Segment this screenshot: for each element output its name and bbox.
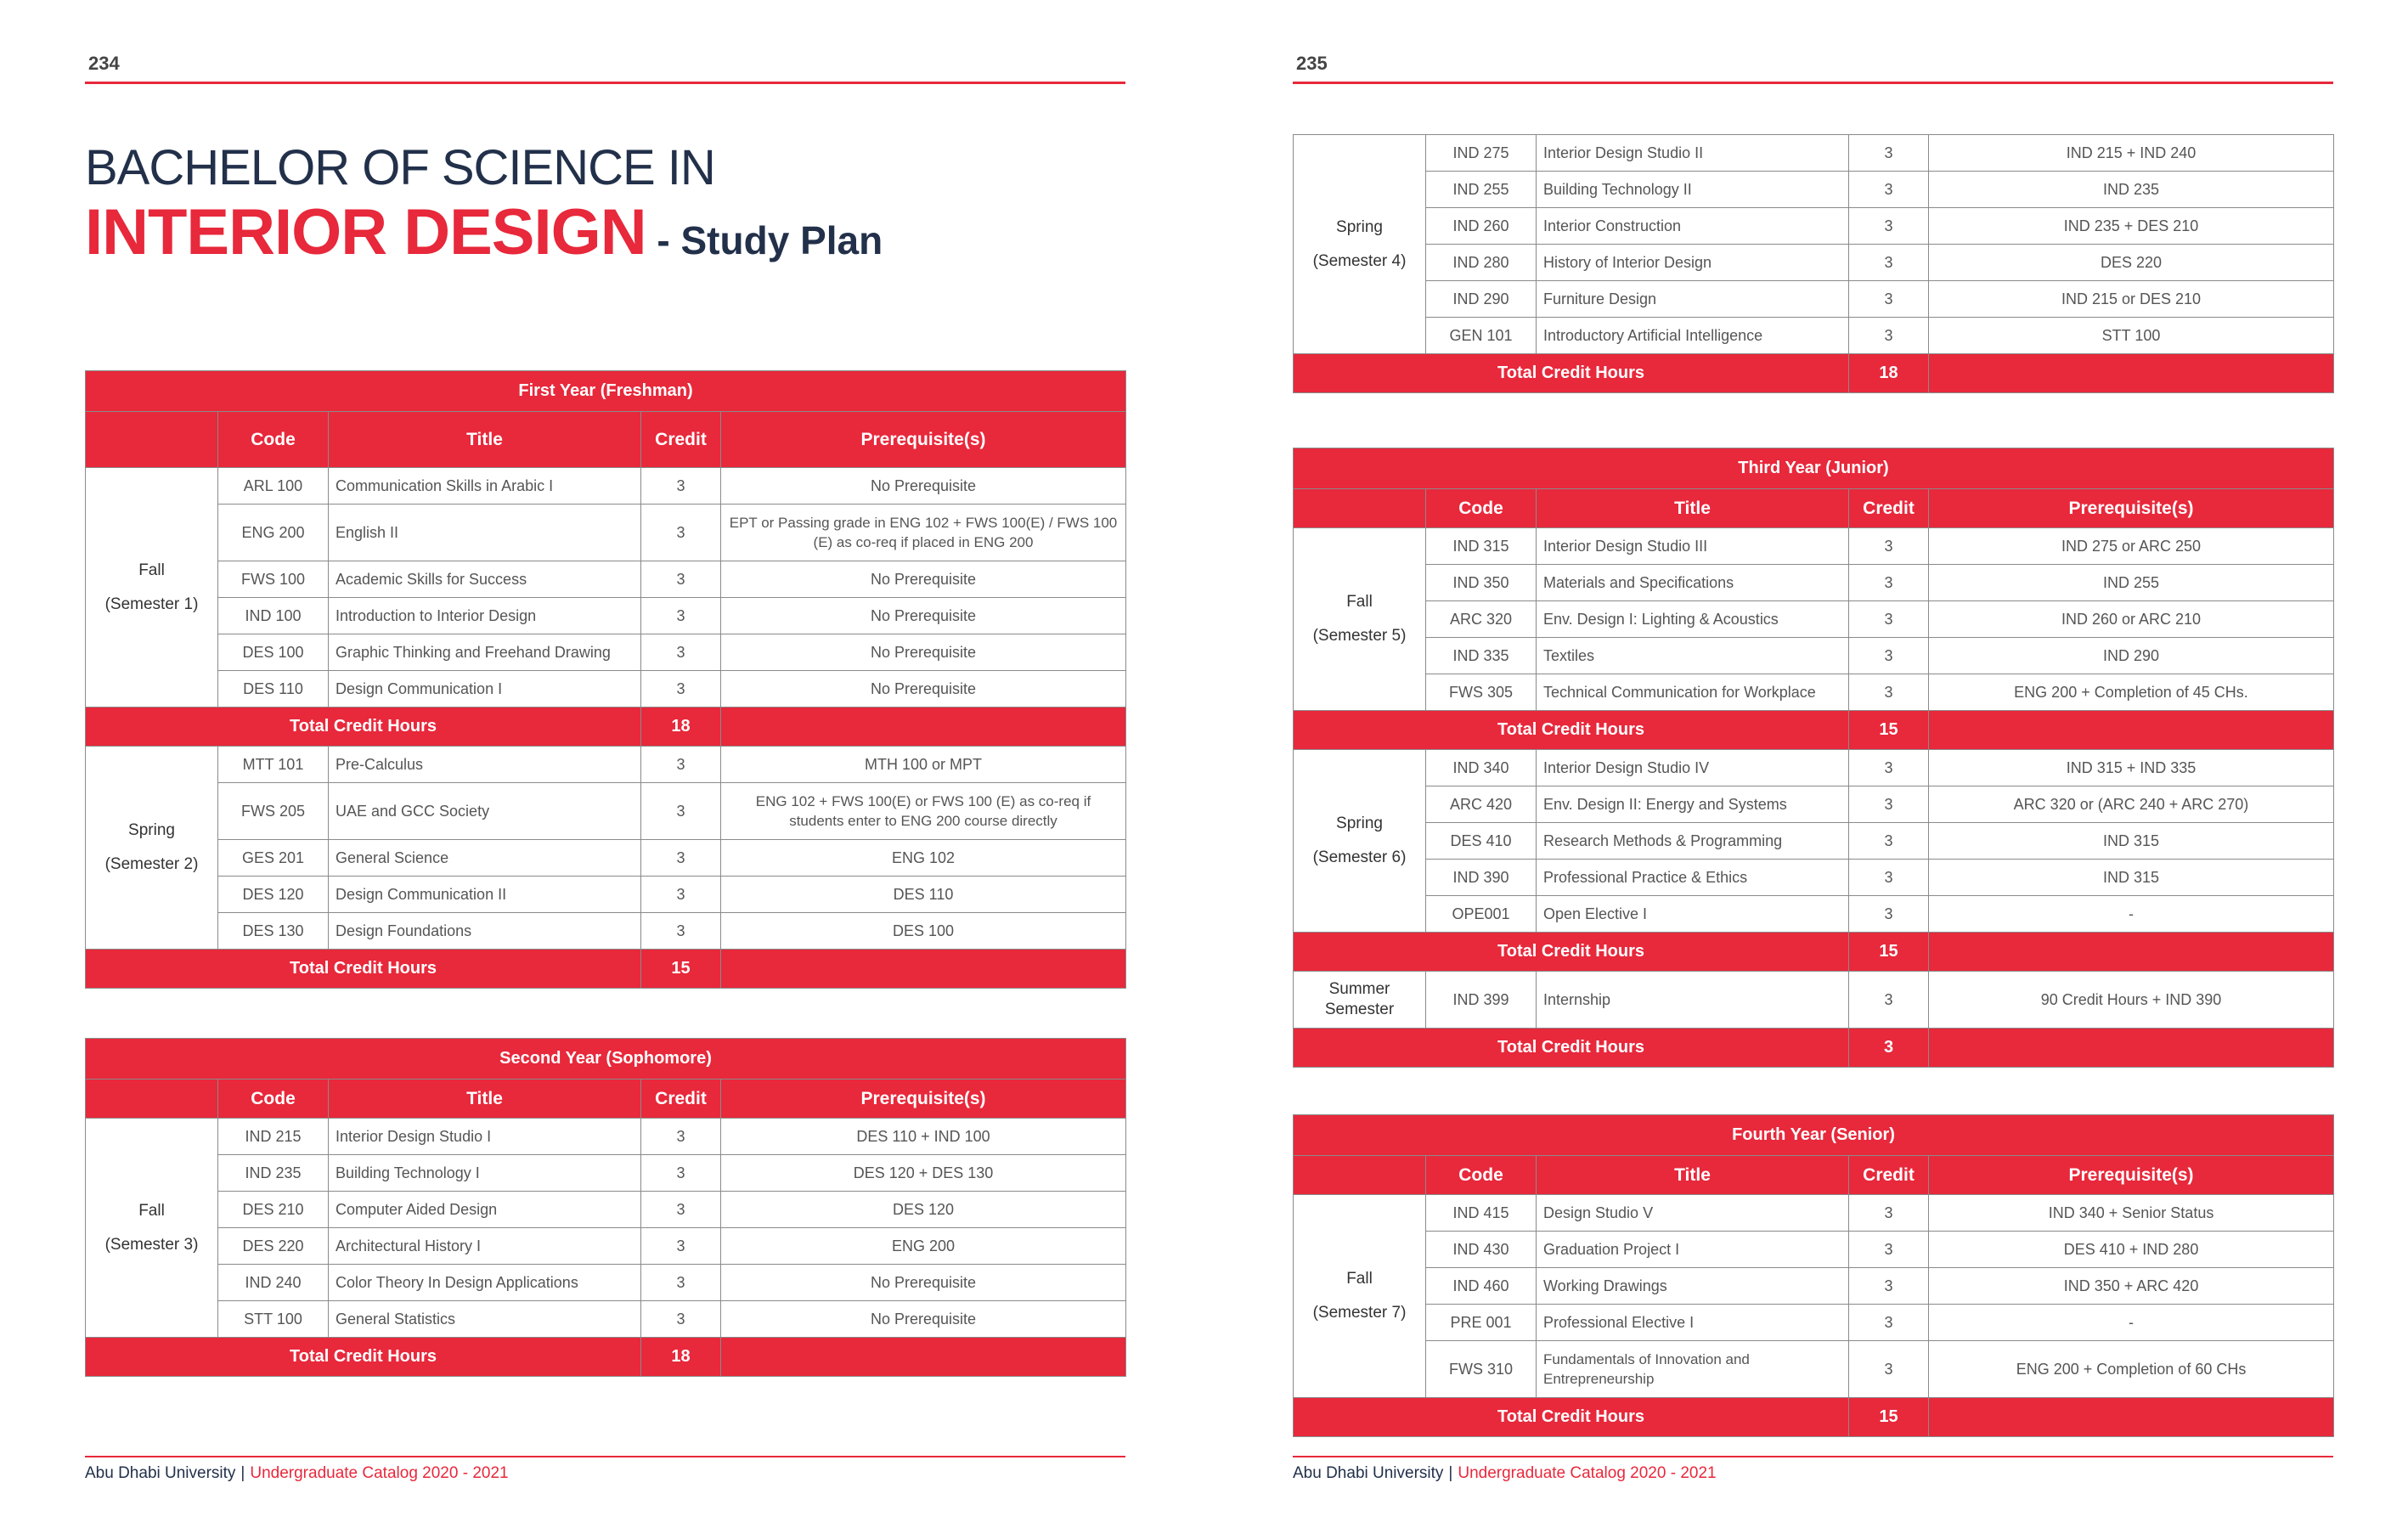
table-row (86, 1119, 1126, 1155)
course-credit: 3 (1849, 281, 1929, 318)
course-prereq: EPT or Passing grade in ENG 102 + FWS 100(E) / FWS 100 (E) as co-req if placed in ENG 200 (721, 505, 1126, 561)
course-credit: 3 (641, 1155, 721, 1192)
footer-rule (85, 1456, 1125, 1457)
total-blank (721, 707, 1126, 747)
table-row (1294, 896, 2334, 933)
semester-label: Spring (Semester 6) (1294, 750, 1426, 933)
course-prereq: DES 120 + DES 130 (721, 1155, 1126, 1192)
course-title: History of Interior Design (1537, 245, 1849, 281)
course-code: STT 100 (218, 1301, 329, 1338)
table-row (1294, 318, 2334, 354)
course-title: Design Studio V (1537, 1195, 1849, 1232)
title-line (85, 196, 883, 285)
course-code: IND 399 (1426, 972, 1537, 1029)
table-row (86, 783, 1126, 840)
course-prereq: No Prerequisite (721, 634, 1126, 671)
course-code: IND 275 (1426, 135, 1537, 172)
second-year-spring-table (1293, 134, 2334, 393)
semester-label: Fall (Semester 3) (86, 1119, 218, 1338)
table-row (86, 598, 1126, 634)
table-row (86, 1265, 1126, 1301)
course-title: Professional Practice & Ethics (1537, 860, 1849, 896)
course-title: Design Communication I (329, 671, 641, 707)
course-credit: 3 (641, 1119, 721, 1155)
table-row (1294, 601, 2334, 638)
header-blank (86, 1080, 218, 1119)
table-row (1294, 1268, 2334, 1305)
table-row (1294, 638, 2334, 674)
header-code: Code (218, 412, 329, 468)
header-blank (1294, 489, 1426, 528)
header-credit: Credit (1849, 489, 1929, 528)
course-code: DES 210 (218, 1192, 329, 1228)
course-credit: 3 (641, 1228, 721, 1265)
course-title: Research Methods & Programming (1537, 823, 1849, 860)
course-code: IND 280 (1426, 245, 1537, 281)
course-title: Pre-Calculus (329, 747, 641, 783)
course-title: Fundamentals of Innovation and Entrepreneurship (1537, 1341, 1849, 1398)
course-code: PRE 001 (1426, 1305, 1537, 1341)
course-code: DES 220 (218, 1228, 329, 1265)
table-row (1294, 172, 2334, 208)
course-code: IND 100 (218, 598, 329, 634)
course-prereq: No Prerequisite (721, 598, 1126, 634)
table-row (86, 505, 1126, 561)
course-prereq: No Prerequisite (721, 468, 1126, 505)
first-year-table (85, 370, 1126, 989)
course-credit: 3 (1849, 638, 1929, 674)
course-prereq: IND 290 (1929, 638, 2334, 674)
course-credit: 3 (1849, 1341, 1929, 1398)
total-value: 18 (641, 707, 721, 747)
course-title: Building Technology II (1537, 172, 1849, 208)
semester-label: Fall (Semester 1) (86, 468, 218, 707)
course-title: Introduction to Interior Design (329, 598, 641, 634)
footer (85, 1464, 509, 1483)
total-blank (721, 1338, 1126, 1377)
total-row (86, 707, 1126, 747)
course-prereq: ENG 102 + FWS 100(E) or FWS 100 (E) as co-req if students enter to ENG 200 course directly (721, 783, 1126, 840)
header-rule (85, 82, 1125, 84)
course-prereq: IND 340 + Senior Status (1929, 1195, 2334, 1232)
total-label: Total Credit Hours (86, 1338, 641, 1377)
table-row (86, 634, 1126, 671)
course-credit: 3 (1849, 318, 1929, 354)
course-title: Professional Elective I (1537, 1305, 1849, 1341)
total-row (1294, 711, 2334, 750)
course-prereq: ENG 200 (721, 1228, 1126, 1265)
course-code: IND 215 (218, 1119, 329, 1155)
second-year-table (85, 1038, 1126, 1377)
table-row (86, 561, 1126, 598)
header-blank (1294, 1156, 1426, 1195)
header-prereq: Prerequisite(s) (1929, 489, 2334, 528)
table-banner: Third Year (Junior) (1294, 448, 2334, 489)
course-code: IND 240 (218, 1265, 329, 1301)
course-credit: 3 (1849, 1232, 1929, 1268)
course-title: Env. Design I: Lighting & Acoustics (1537, 601, 1849, 638)
course-prereq: DES 220 (1929, 245, 2334, 281)
course-prereq: IND 215 + IND 240 (1929, 135, 2334, 172)
course-credit: 3 (641, 1265, 721, 1301)
table-banner: First Year (Freshman) (86, 371, 1126, 412)
header-blank (86, 412, 218, 468)
total-blank (1929, 711, 2334, 750)
total-label: Total Credit Hours (86, 707, 641, 747)
course-prereq: IND 255 (1929, 565, 2334, 601)
course-credit: 3 (641, 840, 721, 877)
right-page (1293, 0, 2333, 1539)
course-prereq: - (1929, 896, 2334, 933)
footer-university: Abu Dhabi University (85, 1464, 236, 1482)
course-code: ARL 100 (218, 468, 329, 505)
course-credit: 3 (1849, 860, 1929, 896)
course-code: IND 460 (1426, 1268, 1537, 1305)
course-code: IND 335 (1426, 638, 1537, 674)
header-title: Title (329, 412, 641, 468)
table-banner: Second Year (Sophomore) (86, 1039, 1126, 1080)
table-row (1294, 1232, 2334, 1268)
semester-label: Fall (Semester 7) (1294, 1195, 1426, 1398)
course-prereq: ENG 200 + Completion of 60 CHs (1929, 1341, 2334, 1398)
total-blank (1929, 933, 2334, 972)
footer-separator: | (240, 1464, 245, 1482)
footer-catalog: Undergraduate Catalog 2020 - 2021 (1458, 1464, 1717, 1482)
course-prereq: IND 275 or ARC 250 (1929, 528, 2334, 565)
table-row (1294, 786, 2334, 823)
header-prereq: Prerequisite(s) (721, 1080, 1126, 1119)
course-credit: 3 (1849, 674, 1929, 711)
table-row (1294, 245, 2334, 281)
course-credit: 3 (1849, 208, 1929, 245)
table-row (1294, 823, 2334, 860)
page-number: 234 (88, 53, 120, 74)
course-code: IND 260 (1426, 208, 1537, 245)
course-credit: 3 (641, 1301, 721, 1338)
table-row (1294, 860, 2334, 896)
course-prereq: DES 120 (721, 1192, 1126, 1228)
total-row (86, 1338, 1126, 1377)
course-prereq: - (1929, 1305, 2334, 1341)
course-code: OPE001 (1426, 896, 1537, 933)
course-prereq: IND 235 + DES 210 (1929, 208, 2334, 245)
course-code: DES 410 (1426, 823, 1537, 860)
course-credit: 3 (641, 468, 721, 505)
course-credit: 3 (641, 561, 721, 598)
course-prereq: IND 235 (1929, 172, 2334, 208)
course-code: DES 130 (218, 913, 329, 950)
course-prereq: STT 100 (1929, 318, 2334, 354)
course-prereq: IND 315 (1929, 860, 2334, 896)
footer-catalog: Undergraduate Catalog 2020 - 2021 (250, 1464, 509, 1482)
total-blank (1929, 1398, 2334, 1437)
header-title: Title (1537, 489, 1849, 528)
course-title: Env. Design II: Energy and Systems (1537, 786, 1849, 823)
course-title: Working Drawings (1537, 1268, 1849, 1305)
course-title: Color Theory In Design Applications (329, 1265, 641, 1301)
course-title: Interior Design Studio II (1537, 135, 1849, 172)
total-value: 15 (1849, 711, 1929, 750)
course-credit: 3 (641, 505, 721, 561)
course-prereq: ENG 102 (721, 840, 1126, 877)
table-row (86, 468, 1126, 505)
course-credit: 3 (1849, 972, 1929, 1029)
course-code: IND 340 (1426, 750, 1537, 786)
semester-label: Spring (Semester 2) (86, 747, 218, 950)
title-suffix: - Study Plan (646, 218, 883, 262)
total-value: 15 (1849, 933, 1929, 972)
header-prereq: Prerequisite(s) (1929, 1156, 2334, 1195)
course-credit: 3 (1849, 823, 1929, 860)
course-title: General Science (329, 840, 641, 877)
table-row (86, 1192, 1126, 1228)
course-code: ARC 420 (1426, 786, 1537, 823)
course-prereq: MTH 100 or MPT (721, 747, 1126, 783)
total-label: Total Credit Hours (1294, 1398, 1849, 1437)
total-value: 15 (1849, 1398, 1929, 1437)
course-credit: 3 (641, 913, 721, 950)
course-title: Technical Communication for Workplace (1537, 674, 1849, 711)
course-credit: 3 (1849, 1268, 1929, 1305)
course-credit: 3 (1849, 750, 1929, 786)
course-credit: 3 (1849, 135, 1929, 172)
course-code: IND 390 (1426, 860, 1537, 896)
course-title: Graduation Project I (1537, 1232, 1849, 1268)
table-row (1294, 135, 2334, 172)
course-credit: 3 (1849, 245, 1929, 281)
course-title: Introductory Artificial Intelligence (1537, 318, 1849, 354)
course-title: Academic Skills for Success (329, 561, 641, 598)
course-credit: 3 (1849, 896, 1929, 933)
course-title: Design Communication II (329, 877, 641, 913)
table-row (86, 1228, 1126, 1265)
course-credit: 3 (1849, 565, 1929, 601)
third-year-table (1293, 448, 2334, 1068)
header-title: Title (1537, 1156, 1849, 1195)
table-row (86, 747, 1126, 783)
course-title: Textiles (1537, 638, 1849, 674)
total-value: 15 (641, 950, 721, 989)
course-credit: 3 (1849, 1305, 1929, 1341)
total-value: 18 (1849, 354, 1929, 393)
header-code: Code (1426, 1156, 1537, 1195)
course-title: Interior Construction (1537, 208, 1849, 245)
total-label: Total Credit Hours (1294, 1029, 1849, 1068)
course-title: Materials and Specifications (1537, 565, 1849, 601)
table-row (86, 877, 1126, 913)
course-code: GES 201 (218, 840, 329, 877)
total-blank (1929, 354, 2334, 393)
table-row (1294, 565, 2334, 601)
total-label: Total Credit Hours (1294, 933, 1849, 972)
course-title: UAE and GCC Society (329, 783, 641, 840)
course-code: FWS 305 (1426, 674, 1537, 711)
course-prereq: ENG 200 + Completion of 45 CHs. (1929, 674, 2334, 711)
footer-university: Abu Dhabi University (1293, 1464, 1444, 1482)
course-code: MTT 101 (218, 747, 329, 783)
table-row (1294, 208, 2334, 245)
course-title: Open Elective I (1537, 896, 1849, 933)
course-title: Computer Aided Design (329, 1192, 641, 1228)
total-row (1294, 354, 2334, 393)
course-prereq: IND 260 or ARC 210 (1929, 601, 2334, 638)
course-credit: 3 (641, 1192, 721, 1228)
title-degree: BACHELOR OF SCIENCE IN (85, 140, 715, 195)
page-number: 235 (1296, 53, 1328, 74)
course-code: ARC 320 (1426, 601, 1537, 638)
course-credit: 3 (641, 598, 721, 634)
course-code: IND 350 (1426, 565, 1537, 601)
course-prereq: DES 110 + IND 100 (721, 1119, 1126, 1155)
course-title: Architectural History I (329, 1228, 641, 1265)
left-page (85, 0, 1125, 1539)
course-credit: 3 (641, 877, 721, 913)
title-block (85, 138, 883, 285)
total-value: 18 (641, 1338, 721, 1377)
course-credit: 3 (641, 783, 721, 840)
header-credit: Credit (641, 412, 721, 468)
header-credit: Credit (641, 1080, 721, 1119)
table-row (86, 671, 1126, 707)
total-row (86, 950, 1126, 989)
table-banner: Fourth Year (Senior) (1294, 1115, 2334, 1156)
table-row (1294, 674, 2334, 711)
table-row (86, 913, 1126, 950)
course-credit: 3 (641, 634, 721, 671)
footer (1293, 1464, 1717, 1483)
course-code: IND 235 (218, 1155, 329, 1192)
course-code: FWS 100 (218, 561, 329, 598)
course-prereq: IND 315 (1929, 823, 2334, 860)
course-prereq: IND 350 + ARC 420 (1929, 1268, 2334, 1305)
course-code: ENG 200 (218, 505, 329, 561)
table-row (1294, 1341, 2334, 1398)
course-title: Communication Skills in Arabic I (329, 468, 641, 505)
course-credit: 3 (1849, 1195, 1929, 1232)
semester-label: Spring (Semester 4) (1294, 135, 1426, 354)
header-code: Code (218, 1080, 329, 1119)
table-row (1294, 528, 2334, 565)
course-prereq: DES 110 (721, 877, 1126, 913)
course-prereq: No Prerequisite (721, 1265, 1126, 1301)
course-code: IND 415 (1426, 1195, 1537, 1232)
course-code: DES 100 (218, 634, 329, 671)
course-code: IND 290 (1426, 281, 1537, 318)
course-prereq: DES 100 (721, 913, 1126, 950)
course-prereq: IND 215 or DES 210 (1929, 281, 2334, 318)
footer-rule (1293, 1456, 2333, 1457)
course-code: IND 430 (1426, 1232, 1537, 1268)
course-title: English II (329, 505, 641, 561)
course-code: DES 110 (218, 671, 329, 707)
table-row (1294, 972, 2334, 1029)
course-prereq: ARC 320 or (ARC 240 + ARC 270) (1929, 786, 2334, 823)
course-title: Design Foundations (329, 913, 641, 950)
semester-label: Fall (Semester 5) (1294, 528, 1426, 711)
course-title: General Statistics (329, 1301, 641, 1338)
course-prereq: DES 410 + IND 280 (1929, 1232, 2334, 1268)
fourth-year-table (1293, 1114, 2334, 1437)
course-prereq: No Prerequisite (721, 561, 1126, 598)
course-credit: 3 (1849, 528, 1929, 565)
table-row (86, 840, 1126, 877)
course-prereq: No Prerequisite (721, 671, 1126, 707)
total-row (1294, 933, 2334, 972)
course-title: Interior Design Studio IV (1537, 750, 1849, 786)
course-prereq: 90 Credit Hours + IND 390 (1929, 972, 2334, 1029)
total-blank (1929, 1029, 2334, 1068)
course-credit: 3 (641, 671, 721, 707)
course-code: DES 120 (218, 877, 329, 913)
table-row (86, 1155, 1126, 1192)
table-row (1294, 1195, 2334, 1232)
course-code: IND 315 (1426, 528, 1537, 565)
course-code: FWS 205 (218, 783, 329, 840)
total-label: Total Credit Hours (86, 950, 641, 989)
course-prereq: No Prerequisite (721, 1301, 1126, 1338)
header-code: Code (1426, 489, 1537, 528)
header-prereq: Prerequisite(s) (721, 412, 1126, 468)
course-code: GEN 101 (1426, 318, 1537, 354)
semester-label: Summer Semester (1294, 972, 1426, 1029)
total-row (1294, 1398, 2334, 1437)
footer-separator: | (1448, 1464, 1453, 1482)
table-row (1294, 750, 2334, 786)
table-row (1294, 1305, 2334, 1341)
course-title: Graphic Thinking and Freehand Drawing (329, 634, 641, 671)
table-row (1294, 281, 2334, 318)
course-credit: 3 (1849, 172, 1929, 208)
header-credit: Credit (1849, 1156, 1929, 1195)
course-title: Interior Design Studio I (329, 1119, 641, 1155)
course-title: Interior Design Studio III (1537, 528, 1849, 565)
total-label: Total Credit Hours (1294, 354, 1849, 393)
course-credit: 3 (641, 747, 721, 783)
course-credit: 3 (1849, 786, 1929, 823)
total-blank (721, 950, 1126, 989)
total-row (1294, 1029, 2334, 1068)
total-label: Total Credit Hours (1294, 711, 1849, 750)
course-credit: 3 (1849, 601, 1929, 638)
table-row (86, 1301, 1126, 1338)
course-code: FWS 310 (1426, 1341, 1537, 1398)
course-code: IND 255 (1426, 172, 1537, 208)
header-rule (1293, 82, 2333, 84)
course-title: Building Technology I (329, 1155, 641, 1192)
course-title: Internship (1537, 972, 1849, 1029)
course-title: Furniture Design (1537, 281, 1849, 318)
header-title: Title (329, 1080, 641, 1119)
title-major: INTERIOR DESIGN (85, 196, 646, 268)
course-prereq: IND 315 + IND 335 (1929, 750, 2334, 786)
total-value: 3 (1849, 1029, 1929, 1068)
